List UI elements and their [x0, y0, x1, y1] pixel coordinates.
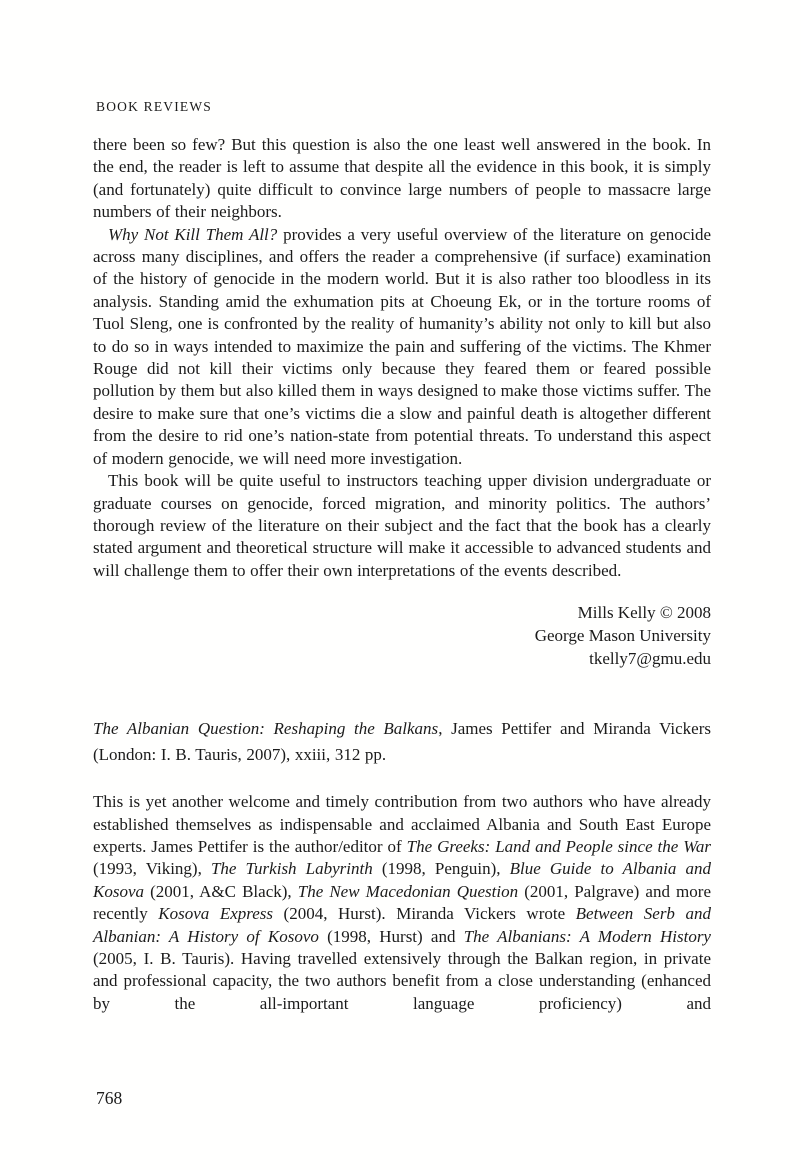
text-run: , James Pettifer and Miranda Vickers (London: I. B. Tauris, 2007), xxiii, 312 pp.: [93, 719, 711, 765]
text-run: provides a very useful overview of the literature on genocide across many disciplines, and offers the reader a comprehensive (if surface) examination of the history of genocide in the modern world. But it is also rather too bloodless in its analysis. Standing amid the exhumation pits at Choeung Ek, or in the torture rooms of Tuol Sleng, one is confronted by the reality of humanity’s ability not only to kill but also to do so in ways intended to maximize the pain and suffering of the victims. The Khmer Rouge did not kill their victims only because they feared them or feared possible pollution by them but also killed them in ways designed to make those victims suffer. The desire to make sure that one’s victims die a slow and painful death is altogether different from the desire to rid one’s nation-state from potential threats. To understand this aspect of modern genocide, we will need more investigation.: [93, 224, 712, 468]
italic-text-run: Between Serb and Albanian: A History of Kosovo: [93, 904, 711, 946]
text-run: (1993, Viking),: [93, 859, 211, 879]
review-body: [93, 791, 711, 1015]
text-run: (2001, A&C Black),: [144, 881, 298, 901]
reviewer-email: tkelly7@gmu.edu: [589, 649, 711, 669]
text-column: [93, 134, 711, 1015]
book-review-current: [93, 134, 711, 670]
italic-text-run: The New Macedonian Question: [297, 881, 519, 901]
text-run: (2004, Hurst). Miranda Vickers wrote: [273, 904, 576, 924]
text-run: there been so few? But this question is also the one least well answered in the book. In the end, the reader is left to assume that despite all the evidence in this book, it is simply (and fortunately) quite difficult to convince large numbers of people to massacre large numbers of their neighbors.: [93, 135, 711, 222]
reviewer-affiliation: George Mason University: [534, 626, 711, 646]
paragraph: [93, 134, 711, 224]
italic-text-run: The Albanian Question: Reshaping the Balkans: [93, 719, 439, 739]
text-run: (2001, Palgrave) and more recently: [93, 881, 711, 924]
italic-text-run: The Greeks: Land and People since the War: [406, 836, 711, 856]
paragraph: [93, 470, 711, 582]
italic-text-run: The Turkish Labyrinth: [210, 859, 373, 879]
text-run: This is yet another welcome and timely contribution from two authors who have already established themselves as indispensable and acclaimed Albania and South East Europe experts. James Pettifer is the author/editor of: [93, 792, 711, 856]
reviewer-signature: [93, 601, 711, 670]
italic-text-run: Blue Guide to Albania and Kosova: [93, 859, 711, 901]
text-run: (1998, Hurst) and: [318, 926, 464, 946]
italic-text-run: Kosova Express: [158, 904, 274, 924]
page-number: 768: [96, 1088, 123, 1108]
text-run: (2005, I. B. Tauris). Having travelled extensively through the Balkan region, in private and professional capacity, the two authors benefit from a close understanding (enhanced by the all-important language proficiency) and: [93, 948, 711, 1013]
running-header: BOOK REVIEWS: [96, 99, 213, 114]
italic-text-run: The Albanians: A Modern History: [463, 926, 711, 946]
paragraph: [93, 224, 711, 470]
review-body: [93, 134, 711, 582]
book-review-next: [93, 716, 711, 1015]
text-run: This book will be quite useful to instructors teaching upper division undergraduate or graduate courses on genocide, forced migration, and minority politics. The authors’ thorough review of the literature on their subject and the fact that the book has a clearly stated argument and theoretical structure will make it accessible to advanced students and will challenge them to offer their own interpretations of the events described.: [93, 471, 711, 580]
paragraph: [93, 791, 711, 1015]
reviewer-name-line: Mills Kelly © 2008: [577, 603, 711, 623]
italic-text-run: Why Not Kill Them All?: [108, 224, 278, 244]
book-citation: [93, 716, 711, 768]
text-run: (1998, Penguin),: [372, 859, 510, 879]
